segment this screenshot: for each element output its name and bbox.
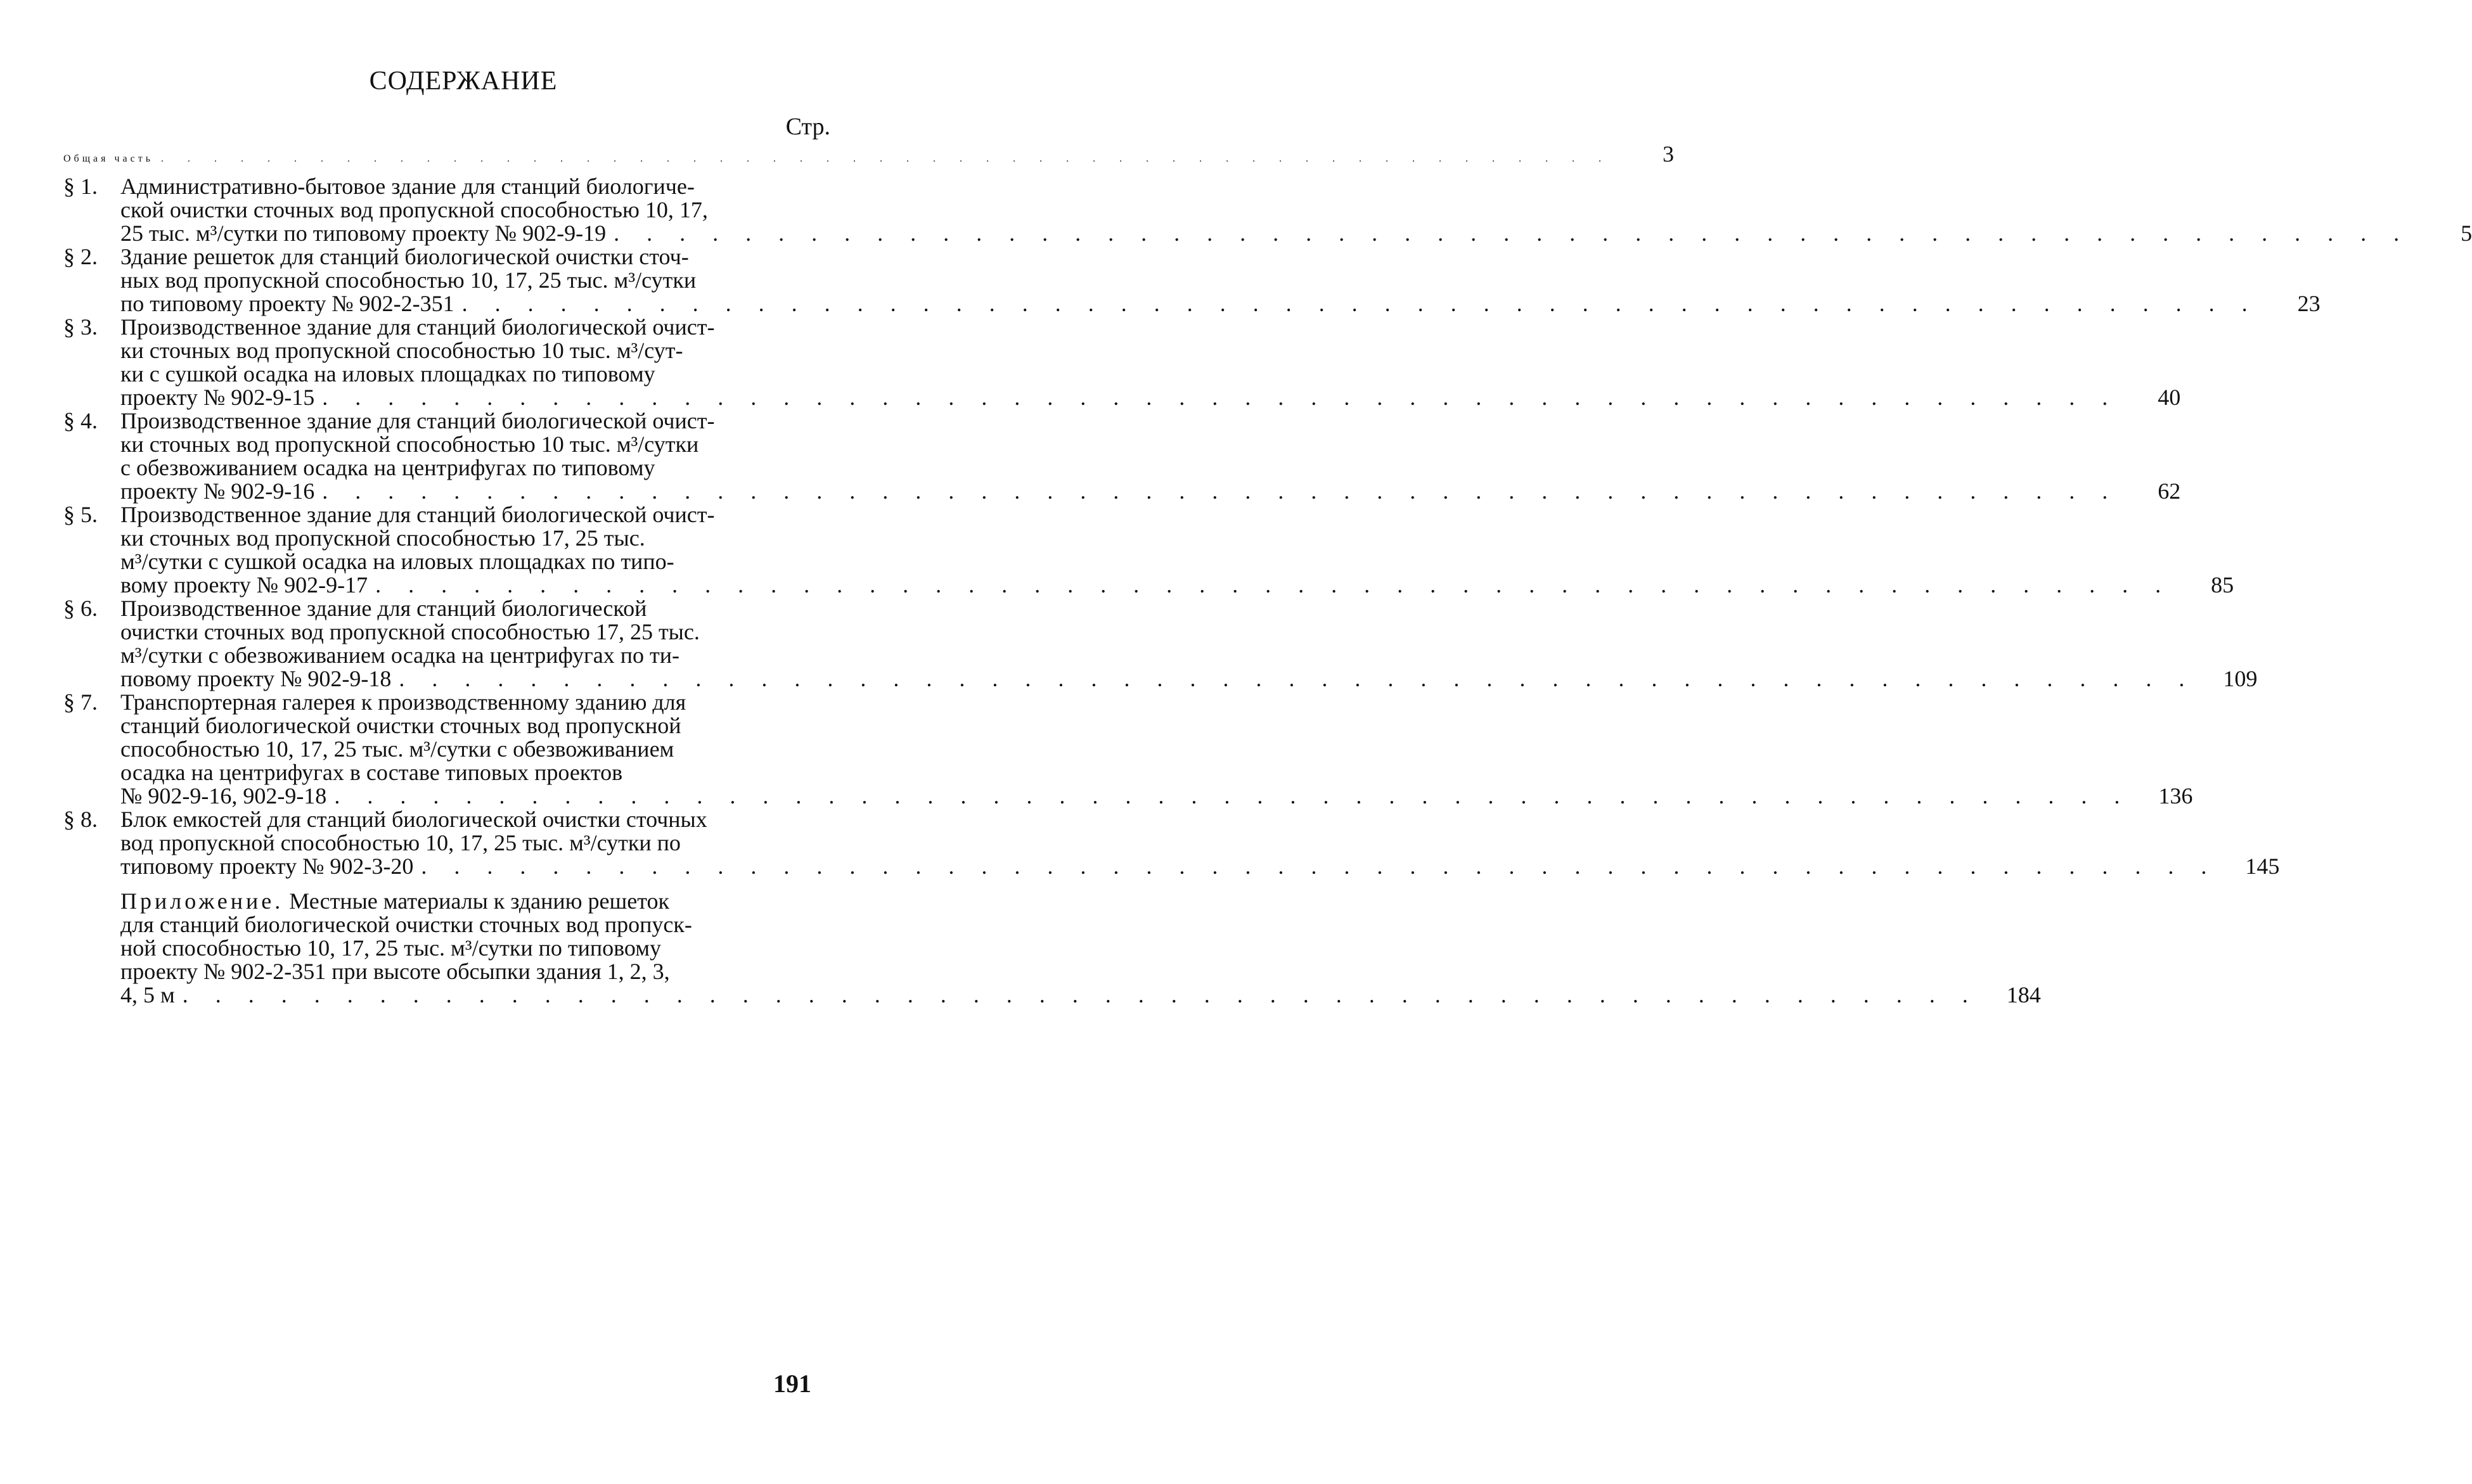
toc-entry — [63, 596, 2258, 691]
toc-entry-last-line: повому проекту № 902-9-18 — [120, 666, 392, 691]
section-number: § 5. — [63, 502, 98, 527]
toc-entry — [63, 408, 2181, 504]
toc-entry-line: м³/сутки с обезвоживанием осадка на центрифугах по ти- — [120, 643, 679, 668]
toc-entry-line: с обезвоживанием осадка на центрифугах по типовому — [120, 455, 655, 480]
toc-entry-line: вод пропускной способностью 10, 17, 25 тыс. м³/сутки по — [120, 830, 681, 855]
toc-entry — [63, 314, 2181, 410]
toc-page-number: 109 — [2223, 666, 2258, 691]
dot-leader: . . . . . . . . . . . . . . . . . . . . . . . . . . . . . . . . . . . . . . . . . . . . . . . . . . . . . . . — [322, 478, 2119, 504]
appendix-text: Местные материалы к зданию решеток — [289, 888, 669, 914]
toc-entry-line: ки сточных вод пропускной способностью 10 тыс. м³/сутки — [120, 432, 699, 457]
toc-entry-appendix — [63, 888, 2041, 1007]
toc-entry — [63, 244, 2321, 316]
toc-entry-line: м³/сутки с сушкой осадка на иловых площадках по типо- — [120, 549, 674, 574]
dot-leader: . . . . . . . . . . . . . . . . . . . . . . . . . . . . . . . . . . . . . . . . . . . . . . . . . . . . . . . — [161, 153, 1613, 164]
toc-page-number: 184 — [2006, 982, 2041, 1007]
toc-entry-line: ных вод пропускной способностью 10, 17, 25 тыс. м³/сутки — [120, 267, 697, 293]
section-number: § 3. — [63, 314, 98, 340]
page-title: СОДЕРЖАНИЕ — [369, 67, 558, 96]
toc-page-number: 40 — [2158, 385, 2181, 410]
toc-entry-last-line: 4, 5 м — [120, 982, 175, 1007]
toc-entry-line: Блок емкостей для станций биологической очистки сточных — [120, 807, 707, 832]
toc-entry-line: проекту № 902-2-351 при высоте обсыпки здания 1, 2, 3, — [120, 959, 670, 984]
dot-leader: . . . . . . . . . . . . . . . . . . . . . . . . . . . . . . . . . . . . . . . . . . . . . . . . . . . . . . . — [334, 783, 2131, 809]
toc-entry-line: Транспортерная галерея к производственному зданию для — [120, 689, 686, 715]
section-number: § 1. — [63, 174, 98, 199]
toc-entry-line: ки сточных вод пропускной способностью 17, 25 тыс. — [120, 525, 645, 551]
toc-entry-line: Производственное здание для станций биологической очист- — [120, 502, 715, 527]
dot-leader: . . . . . . . . . . . . . . . . . . . . . . . . . . . . . . . . . . . . . . . . . . . . . . . . . . . . . . . — [399, 666, 2196, 691]
toc-entry-last-line: № 902-9-16, 902-9-18 — [120, 783, 327, 809]
section-number: § 8. — [63, 807, 98, 832]
dot-leader: . . . . . . . . . . . . . . . . . . . . . . . . . . . . . . . . . . . . . . . . . . . . . . . . . . . . . . . — [375, 572, 2172, 598]
toc-entry-line: осадка на центрифугах в составе типовых проектов — [120, 760, 623, 785]
toc-page-number: 3 — [1663, 141, 1675, 167]
toc-entry-last-line: типовому проекту № 902-3-20 — [120, 854, 414, 879]
table-of-contents — [63, 141, 2472, 1007]
section-number: § 4. — [63, 408, 98, 433]
dot-leader: . . . . . . . . . . . . . . . . . . . . . . . . . . . . . . . . . . . . . . . . . . . . . . . . . . . . . . . — [182, 982, 1979, 1007]
toc-entry-line: станций биологической очистки сточных вод пропускной — [120, 713, 681, 738]
toc-entry — [63, 502, 2234, 598]
toc-entry-line: Производственное здание для станций биологической очист- — [120, 314, 715, 340]
toc-page-number: 145 — [2245, 854, 2280, 879]
toc-page-number: 5 — [2461, 221, 2472, 246]
section-number: § 2. — [63, 244, 98, 269]
toc-entry-line: ской очистки сточных вод пропускной способностью 10, 17, — [120, 197, 708, 222]
toc-entry — [63, 807, 2280, 879]
toc-entry-line: ки сточных вод пропускной способностью 10 тыс. м³/сут- — [120, 338, 683, 363]
page-column-label: Стр. — [785, 113, 830, 140]
dot-leader: . . . . . . . . . . . . . . . . . . . . . . . . . . . . . . . . . . . . . . . . . . . . . . . . . . . . . . . — [322, 385, 2119, 410]
toc-entry-line: очистки сточных вод пропускной способностью 17, 25 тыс. — [120, 619, 700, 644]
toc-entry-line: способностью 10, 17, 25 тыс. м³/сутки с обезвоживанием — [120, 736, 674, 762]
toc-entry-line: для станций биологической очистки сточных вод пропуск- — [120, 912, 692, 937]
toc-page-number: 62 — [2158, 478, 2181, 504]
toc-entry — [63, 689, 2193, 809]
dot-leader: . . . . . . . . . . . . . . . . . . . . . . . . . . . . . . . . . . . . . . . . . . . . . . . . . . . . . . . — [614, 221, 2411, 246]
section-number: § 6. — [63, 596, 98, 621]
toc-entry-last-line: 25 тыс. м³/сутки по типовому проекту № 902-9-19 — [120, 221, 607, 246]
toc-entry-line: ной способностью 10, 17, 25 тыс. м³/сутки по типовому — [120, 935, 661, 961]
toc-entry-last-line: по типовому проекту № 902-2-351 — [120, 291, 454, 316]
toc-page-number: 136 — [2158, 783, 2193, 809]
toc-general-label: Общая часть — [63, 153, 154, 164]
toc-entry-line: Административно-бытовое здание для станций биологиче- — [120, 174, 695, 199]
dot-leader: . . . . . . . . . . . . . . . . . . . . . . . . . . . . . . . . . . . . . . . . . . . . . . . . . . . . . . . — [461, 291, 2258, 316]
toc-page-number: 85 — [2211, 572, 2234, 598]
toc-entry-line: ки с сушкой осадка на иловых площадках по типовому — [120, 361, 655, 387]
appendix-label: Приложение. — [120, 888, 284, 914]
toc-entry — [63, 174, 2472, 246]
section-number: § 7. — [63, 689, 98, 715]
toc-entry-last-line: проекту № 902-9-15 — [120, 385, 315, 410]
toc-entry-last-line: проекту № 902-9-16 — [120, 478, 315, 504]
toc-entry-line — [120, 890, 808, 913]
toc-entry-line: Производственное здание для станций биологической очист- — [120, 408, 715, 433]
page-number: 191 — [773, 1369, 811, 1398]
toc-entry-line: Здание решеток для станций биологической очистки сточ- — [120, 244, 689, 269]
toc-entry-line: Производственное здание для станций биологической — [120, 596, 647, 621]
dot-leader: . . . . . . . . . . . . . . . . . . . . . . . . . . . . . . . . . . . . . . . . . . . . . . . . . . . . . . . — [421, 854, 2218, 879]
toc-entry-general — [63, 141, 1675, 167]
toc-page-number: 23 — [2297, 291, 2321, 316]
toc-entry-last-line: вому проекту № 902-9-17 — [120, 572, 368, 598]
